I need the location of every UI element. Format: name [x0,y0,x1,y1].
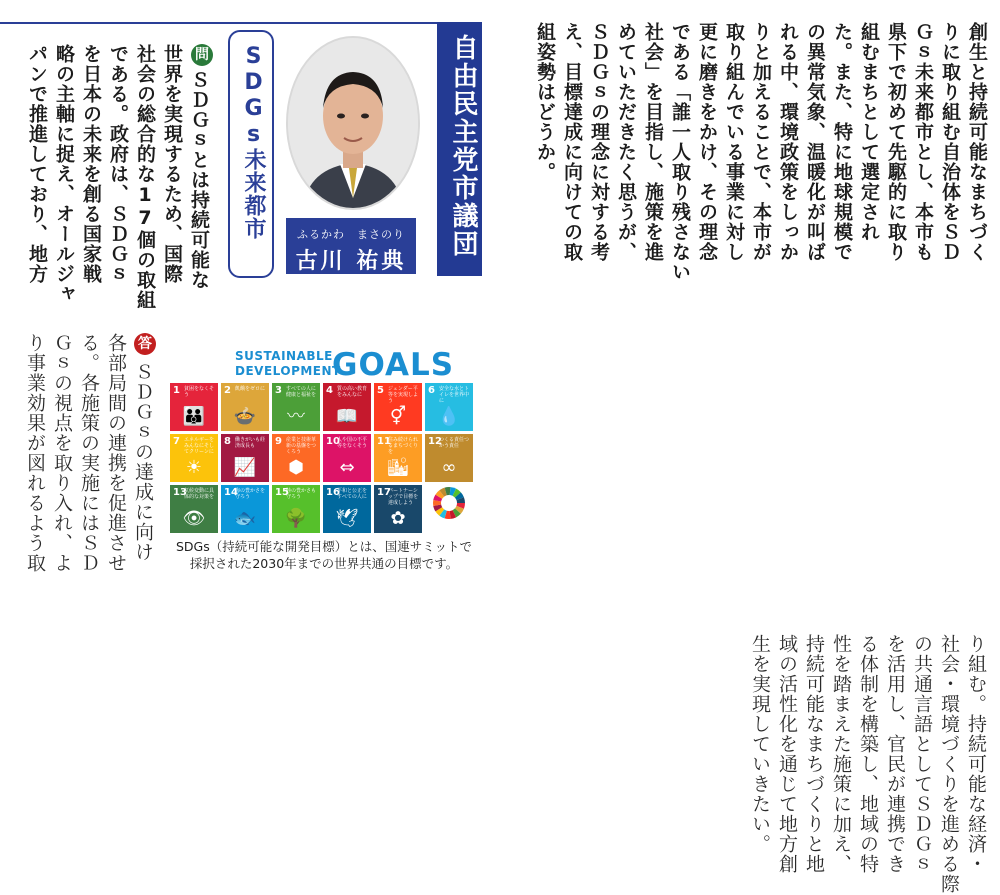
question-col-2: りに取り組む自治体をＳＤ [939,22,961,262]
question-intro-col-6: 略の主軸に捉え、オールジャ [53,44,75,304]
sdg-goal-number: 11 [377,436,391,447]
sdg-goal-number: 7 [173,436,180,447]
question-col-7: の異常気象、温暖化が叫ば [804,22,826,262]
sdg-goal-icon: 🏙 [386,457,410,478]
sdgs-figure [165,333,483,581]
question-intro-col-7: パンで推進しており、地方 [26,44,48,284]
answer-col-5: り事業効果が図れるよう取 [24,333,46,573]
sdg-goal-icon: 📖 [335,406,359,427]
sdg-goal-label: ジェンダー平等を実現しよう [388,386,419,404]
sdg-goal-12 [425,434,473,482]
answer-cont-col-2: 社会・環境づくりを進める際 [938,634,960,894]
sdgs-caption-line-2: 採択された2030年までの世界共通の目標です。 [189,556,459,571]
member-photo [286,36,420,210]
question-intro-col-5: を日本の未来を創る国家戦 [80,44,102,284]
top-rule [0,22,482,24]
sdgs-logo-small-text [235,349,341,379]
sdg-goal-label: 飢餓をゼロに [235,386,266,392]
sdg-goal-number: 3 [275,385,282,396]
sdg-goal-label: 住み続けられるまちづくりを [388,437,419,455]
sdg-goal-label: 平和と公正をすべての人に [337,488,368,500]
sdg-goal-number: 6 [428,385,435,396]
sdg-goal-label: 産業と技術革新の基盤をつくろう [286,437,317,455]
sdg-goal-number: 15 [275,487,289,498]
article-title: SDGs未来都市 [241,44,266,240]
question-intro-col-2: 世界を実現するため、国際 [161,44,183,284]
sdg-goal-5 [374,383,422,431]
sdg-goal-label: 海の豊かさを守ろう [235,488,266,500]
sdg-goal-number: 9 [275,436,282,447]
sdg-goal-6 [425,383,473,431]
sdg-goal-icon: 〰 [287,406,305,427]
sdg-goal-1 [170,383,218,431]
sdg-goal-16 [323,485,371,533]
sdg-goal-label: 人や国の不平等をなくそう [337,437,368,449]
question-col-4: 県下で初めて先駆的に取り [885,22,907,262]
answer-cont-col-6: 性を踏まえた施策に加え、 [830,634,852,874]
sdg-goal-label: 気候変動に具体的な対策を [184,488,215,500]
question-col-9: りと加えることで、本市が [750,22,772,262]
sdg-goal-number: 17 [377,487,391,498]
question-intro-col-1: ＳＤＧｓとは持続可能な [188,70,210,290]
sdg-goal-number: 2 [224,385,231,396]
sdg-goal-icon: ✿ [390,508,406,529]
sdg-goal-3 [272,383,320,431]
question-col-15: ＳＤＧｓの理念に対する考 [588,22,610,262]
sdg-goal-icon: 👁 [182,508,206,529]
sdgs-logo-goals: GOALS [332,347,455,383]
answer-cont-col-7: 持続可能なまちづくりと地 [803,634,825,874]
sdgs-logo-line-1: SUSTAINABLE [235,349,333,363]
sdg-goal-8 [221,434,269,482]
member-name-reading: ふるかわ まさのり [297,228,405,241]
sdg-goal-icon: 🐟 [233,508,257,529]
sdg-goal-2 [221,383,269,431]
sdgs-logo [235,347,475,387]
sdg-goal-number: 12 [428,436,442,447]
sdg-goal-number: 10 [326,436,340,447]
sdg-goal-label: 貧困をなくそう [184,386,215,398]
sdg-goal-icon: 📈 [233,457,257,478]
answer-cont-col-9: 生を実現していきたい。 [749,634,771,854]
member-name: 古川 祐典 [295,249,407,274]
member-name-box [286,218,416,274]
answer-cont-col-1: り組む。持続可能な経済・ [965,634,987,874]
sdg-goal-9 [272,434,320,482]
answer-cont-col-5: る体制を構築し、地域の特 [857,634,879,874]
sdg-goal-13 [170,485,218,533]
sdg-goal-number: 5 [377,385,384,396]
sdg-wheel-logo [425,485,473,533]
answer-col-2: 各部局間の連携を促進させ [105,333,127,573]
sdg-goal-label: パートナーシップで目標を達成しよう [388,488,419,506]
answer-cont-col-3: の共通言語としてＳＤＧｓ [911,634,933,874]
sdgs-caption-line-1: SDGs（持続可能な開発目標）とは、国連サミットで [175,539,472,554]
question-col-8: れる中、環境政策をしっか [777,22,799,262]
sdg-goal-icon: 💧 [437,406,461,427]
sdg-goal-icon: 🌳 [284,508,308,529]
sdg-goal-icon: 🕊 [335,508,359,529]
question-badge: 問 [191,44,213,66]
sdgs-caption [165,538,483,572]
sdg-goal-15 [272,485,320,533]
sdg-goal-label: エネルギーをみんなにそしてクリーンに [184,437,215,455]
sdg-goal-4 [323,383,371,431]
sdg-goal-17 [374,485,422,533]
answer-col-1: ＳＤＧｓの達成に向け [132,362,154,562]
question-col-10: 取り組んでいる事業に対し [723,22,745,262]
question-col-17: 組姿勢はどうか。 [534,22,556,182]
sdg-goal-14 [221,485,269,533]
question-intro-col-4: である。政府は、ＳＤＧｓ [107,44,129,284]
question-col-3: Ｇｓ未来都市とし、本市も [912,22,934,262]
question-col-14: めていただきたく思うが、 [615,22,637,262]
sdg-goal-icon [425,486,473,525]
question-col-12: である「誰一人取り残さない [669,22,691,282]
sdg-goal-icon: ⬢ [288,457,304,478]
sdg-goal-number: 16 [326,487,340,498]
sdg-goal-7 [170,434,218,482]
question-col-1: 創生と持続可能なまちづく [966,22,988,262]
sdg-goal-icon: ⇔ [339,457,355,478]
answer-cont-col-8: 域の活性化を通じて地方創 [776,634,798,874]
sdg-goal-label: 安全な水とトイレを世界中に [439,386,470,404]
sdg-goal-icon: ∞ [441,457,457,478]
sdg-goal-label: 働きがいも経済成長も [235,437,266,449]
sdg-goal-number: 4 [326,385,333,396]
question-col-13: 社会」を目指し、施策を進 [642,22,664,262]
sdg-goal-label: つくる責任つかう責任 [439,437,470,449]
sdg-goal-icon: 🍲 [233,406,257,427]
sdg-goal-label: 質の高い教育をみんなに [337,386,368,398]
question-col-6: た。また、特に地球規模で [831,22,853,262]
portrait-illustration [288,38,418,208]
answer-col-3: る。各施策の実施にはＳＤ [78,333,100,573]
sdg-goal-icon: ⚥ [389,406,407,427]
sdg-goal-10 [323,434,371,482]
sdg-goal-number: 8 [224,436,231,447]
sdg-goal-label: 陸の豊かさも守ろう [286,488,317,500]
answer-col-4: Ｇｓの視点を取り入れ、よ [51,333,73,573]
question-col-11: 更に磨きをかけ、その理念 [696,22,718,262]
party-name: 自由民主党市議団 [448,34,478,258]
answer-badge: 答 [134,333,156,355]
question-col-5: 組むまちとして選定され [858,22,880,242]
sdg-goal-icon: 👪 [182,406,206,427]
sdg-goal-number: 14 [224,487,238,498]
sdg-goal-number: 13 [173,487,187,498]
question-intro-col-3: 社会の総合的な17個の取組 [134,44,156,310]
sdg-goal-icon: ☀ [185,457,203,478]
sdg-goal-label: すべての人に健康と福祉を [286,386,317,398]
sdg-goal-11 [374,434,422,482]
sdgs-logo-line-2: DEVELOPMENT [235,364,341,378]
answer-cont-col-4: を活用し、官民が連携でき [884,634,906,874]
question-col-16: え、目標達成に向けての取 [561,22,583,262]
sdg-goal-number: 1 [173,385,180,396]
